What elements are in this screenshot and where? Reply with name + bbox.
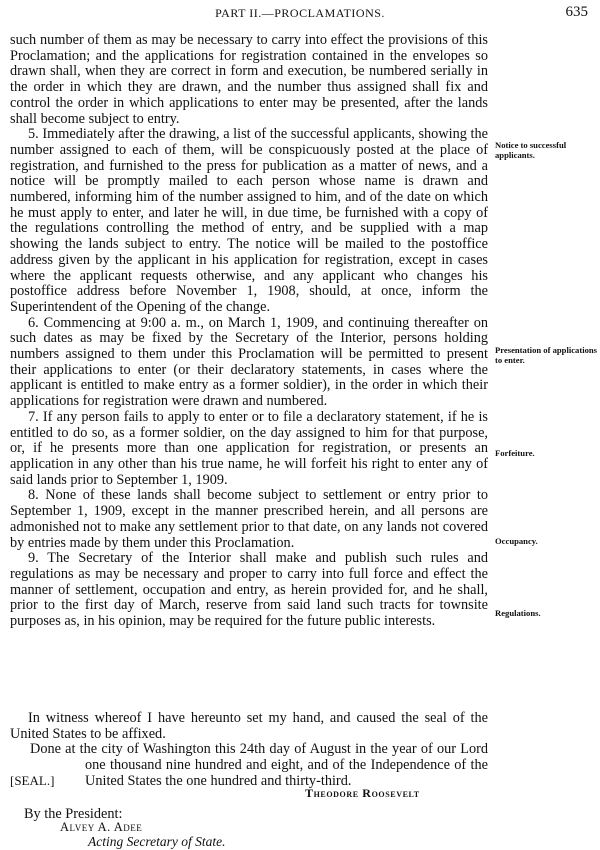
margin-note-notice: Notice to successful applicants. bbox=[495, 140, 567, 160]
page-number: 635 bbox=[565, 4, 588, 20]
margin-note-occupancy: Occupancy. bbox=[495, 536, 538, 546]
signer-title: Acting Secretary of State. bbox=[88, 834, 226, 849]
paragraph-9: 9. The Secretary of the Interior shall make and publish such rules and regulations as may be necessary and proper to carry into full force and effect the manner of settlement, occupation and entry, as herein provided for, and he shall, prior to the first day of March, reserve from said land such tracts for townsite purposes as, in his opinion, may be required for the future public interests. bbox=[10, 550, 488, 630]
running-head: PART II.—PROCLAMATIONS. bbox=[215, 6, 385, 20]
dating-clause-block bbox=[10, 742, 488, 789]
dating-clause: Done at the city of Washington this 24th day of August in the year of our Lord one thousand nine hundred and eight, and of the Independence of the United States the one hundred and thirty-third. bbox=[30, 741, 488, 789]
body-text bbox=[10, 33, 488, 630]
signer-name: Alvey A. Adee bbox=[60, 820, 143, 834]
president-signature: Theodore Roosevelt bbox=[305, 786, 420, 800]
seal-mark: [SEAL.] bbox=[10, 773, 55, 789]
witness-clause: In witness whereof I have hereunto set my hand, and caused the seal of the United States to be affixed. bbox=[10, 710, 488, 742]
paragraph-7: 7. If any person fails to apply to enter or to file a declaratory statement, if he is entitled to do so, as a former soldier, on the day assigned to him for that purpose, or, if he presents more than one application for registration, or presents an application in any other than his true name, he will forfeit his right to enter any of said lands prior to September 1, 1909. bbox=[10, 408, 488, 488]
margin-note-regulations: Regulations. bbox=[495, 608, 541, 618]
closing-block bbox=[10, 711, 488, 790]
paragraph-5: 5. Immediately after the drawing, a list of the successful applicants, showing the number assigned to each of them, will be conspicuously posted at the place of registration, and furnished to the press for publication as a matter of news, and a notice will be promptly mailed to each person whose name is drawn and numbered, informing him of the number assigned to him, and of the date on which he must apply to enter, and later he will, in due time, be furnished with a copy of the regulations controlling the method of entry, and be supplied with a map showing the lands subject to entry. The notice will be mailed to the postoffice address given by the applicant in his application for registration, except in cases where the applicant requests otherwise, and any applicant who changes his postoffice address before November 1, 1908, should, at once, inform the Superintendent of the Opening of the change. bbox=[10, 126, 488, 315]
margin-note-forfeiture: Forfeiture. bbox=[495, 448, 535, 458]
by-the-president: By the President: bbox=[24, 806, 123, 822]
paragraph-8: 8. None of these lands shall become subject to settlement or entry prior to September 1, 1909, except in the manner prescribed herein, and all persons are admonished not to make any settlement prior to that date, on any lands not covered by entries made by them under this Proclamation. bbox=[10, 487, 488, 551]
paragraph-6: 6. Commencing at 9:00 a. m., on March 1, 1909, and continuing thereafter on such dates as may be fixed by the Secretary of the Interior, persons holding numbers assigned to them under this Proclamation will be permitted to present their applications to enter (or their declaratory statements, in cases where the applicant is entitled to make entry as a former soldier), in the order in which their applications for registration were drawn and numbered. bbox=[10, 314, 488, 410]
margin-note-presentation: Presentation of applications to enter. bbox=[495, 345, 598, 365]
paragraph-continued: such number of them as may be necessary to carry into effect the provisions of this Proclamation; and the applications for registration contained in the envelopes so drawn shall, when they are correct in form and execution, be numbered serially in the order in which they are drawn, and the number thus assigned shall fix and control the order in which applications to enter may be presented, after the lands shall become subject to entry. bbox=[10, 32, 488, 127]
